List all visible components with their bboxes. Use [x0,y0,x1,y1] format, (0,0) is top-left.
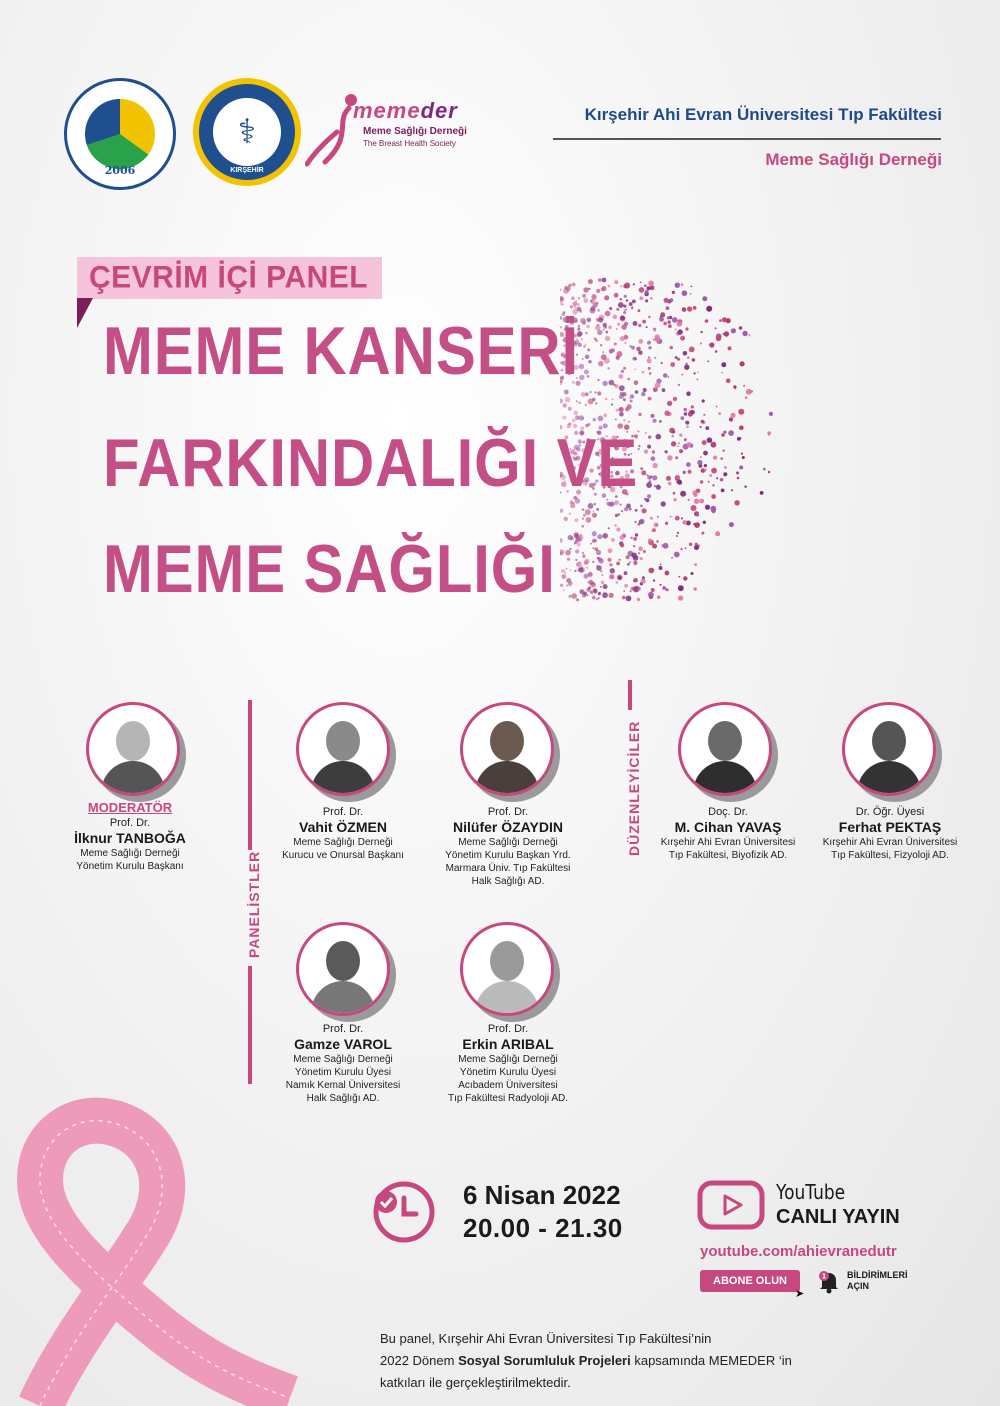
panelist-title: Prof. Dr. [487,806,529,818]
clock-calendar-icon [372,1180,436,1244]
cursor-icon: ➤ [795,1288,805,1300]
youtube-play-icon[interactable] [697,1180,765,1230]
panelist-desc: Meme Sağlığı Derneği Yönetim Kurulu Üyesi Namık Kemal Üniversitesi Halk Sağlığı AD. [285,1054,401,1104]
panelist-photo [296,922,390,1016]
hero-title-line-2: FARKINDALIĞI VE [103,425,639,501]
hero-title-line-1: MEME KANSERİ [103,313,580,389]
moderator-card [45,800,215,873]
memeder-subtitle-en: The Breast Health Society [363,139,456,148]
panel-tag: ÇEVRİM İÇİ PANEL [77,257,382,299]
organizers-label: DÜZENLEYİCİLER [626,720,642,856]
caduceus-icon: ⚕ [213,98,281,166]
moderator-name: İlknur TANBOĞA [74,830,186,846]
youtube-url-link[interactable]: youtube.com/ahievranedutr [700,1243,897,1260]
university-logo-year: 2006 [104,164,136,177]
organizer-name: M. Cihan YAVAŞ [674,819,782,835]
memeder-brand: memeder [353,98,458,123]
panelists-bar-top [248,700,252,850]
faculty-logo-city: KIRŞEHİR [230,167,264,174]
organizer-desc: Kırşehir Ahi Evran Üniversitesi Tıp Fakültesi, Biyofizik AD. [660,837,796,861]
organizer-name: Ferhat PEKTAŞ [838,819,942,835]
event-time: 20.00 - 21.30 [463,1213,623,1243]
panelist-title: Prof. Dr. [487,1023,529,1035]
header-title: Kırşehir Ahi Evran Üniversitesi Tıp Fakültesi [584,105,942,124]
tag-corner [77,298,93,328]
panelist-name: Erkin ARIBAL [462,1036,554,1052]
organizer-desc: Kırşehir Ahi Evran Üniversitesi Tıp Fakültesi, Fizyoloji AD. [822,837,958,861]
panelist-desc: Meme Sağlığı Derneği Kurucu ve Onursal Başkanı [282,837,404,861]
organizer-photo [842,702,936,796]
subscribe-button[interactable]: ABONE OLUN [700,1270,800,1292]
panelist-desc: Meme Sağlığı Derneği Yönetim Kurulu Üyesi Acıbadem Üniversitesi Tıp Fakültesi Radyoloji AD. [447,1054,569,1104]
bell-badge-count: 1 [821,1272,827,1281]
live-stream-label: CANLI YAYIN [776,1206,900,1228]
bell-icon[interactable] [818,1270,840,1294]
footer-line-1: Bu panel, Kırşehir Ahi Evran Üniversitesi Tıp Fakültesi’nin [380,1331,712,1346]
moderator-desc: Meme Sağlığı Derneği Yönetim Kurulu Başkanı [76,848,184,872]
panelist-card [423,1022,593,1105]
header-subtitle: Meme Sağlığı Derneği [765,150,942,169]
organizer-card [805,805,975,862]
footer-text [380,1328,980,1394]
organizers-bar [628,680,632,710]
panelist-photo [296,702,390,796]
event-date: 6 Nisan 2022 [463,1180,621,1210]
faculty-logo [193,78,301,186]
panelist-photo [460,702,554,796]
panelist-desc: Meme Sağlığı Derneği Yönetim Kurulu Başkan Yrd. Marmara Üniv. Tıp Fakültesi Halk Sağlığı AD. [445,837,571,887]
pink-ribbon-icon [0,1080,330,1406]
organizer-photo [678,702,772,796]
footer-line-2: 2022 Dönem Sosyal Sorumluluk Projeleri kapsamında MEMEDER ‘in [380,1353,792,1368]
header-divider [553,138,941,140]
panelist-title: Prof. Dr. [322,1023,364,1035]
panelist-name: Gamze VAROL [294,1036,392,1052]
panelist-name: Vahit ÖZMEN [299,819,387,835]
hero-title-line-3: MEME SAĞLIĞI [103,531,556,607]
footer-line-3: katkıları ile gerçekleştirilmektedir. [380,1375,571,1390]
youtube-brand: YouTube [776,1180,846,1204]
panelist-title: Prof. Dr. [322,806,364,818]
notifications-label: BİLDİRİMLERİ AÇIN [847,1270,908,1291]
moderator-title: Prof. Dr. [109,817,151,829]
panelists-label: PANELİSTLER [246,850,262,958]
panelists-bar-bottom [248,966,252,1084]
panelist-card [423,805,593,888]
organizer-title: Dr. Öğr. Üyesi [855,806,925,818]
organizer-title: Doç. Dr. [708,806,748,818]
university-logo [64,78,176,190]
moderator-role: MODERATÖR [87,800,173,815]
panelist-photo [460,922,554,1016]
memeder-subtitle-tr: Meme Sağlığı Derneği [363,126,467,137]
organizer-card [643,805,813,862]
university-emblem-icon [85,99,155,169]
panelist-name: Nilüfer ÖZAYDIN [453,819,563,835]
panelist-card [258,805,428,862]
moderator-photo [86,702,180,796]
memeder-logo [305,88,480,168]
